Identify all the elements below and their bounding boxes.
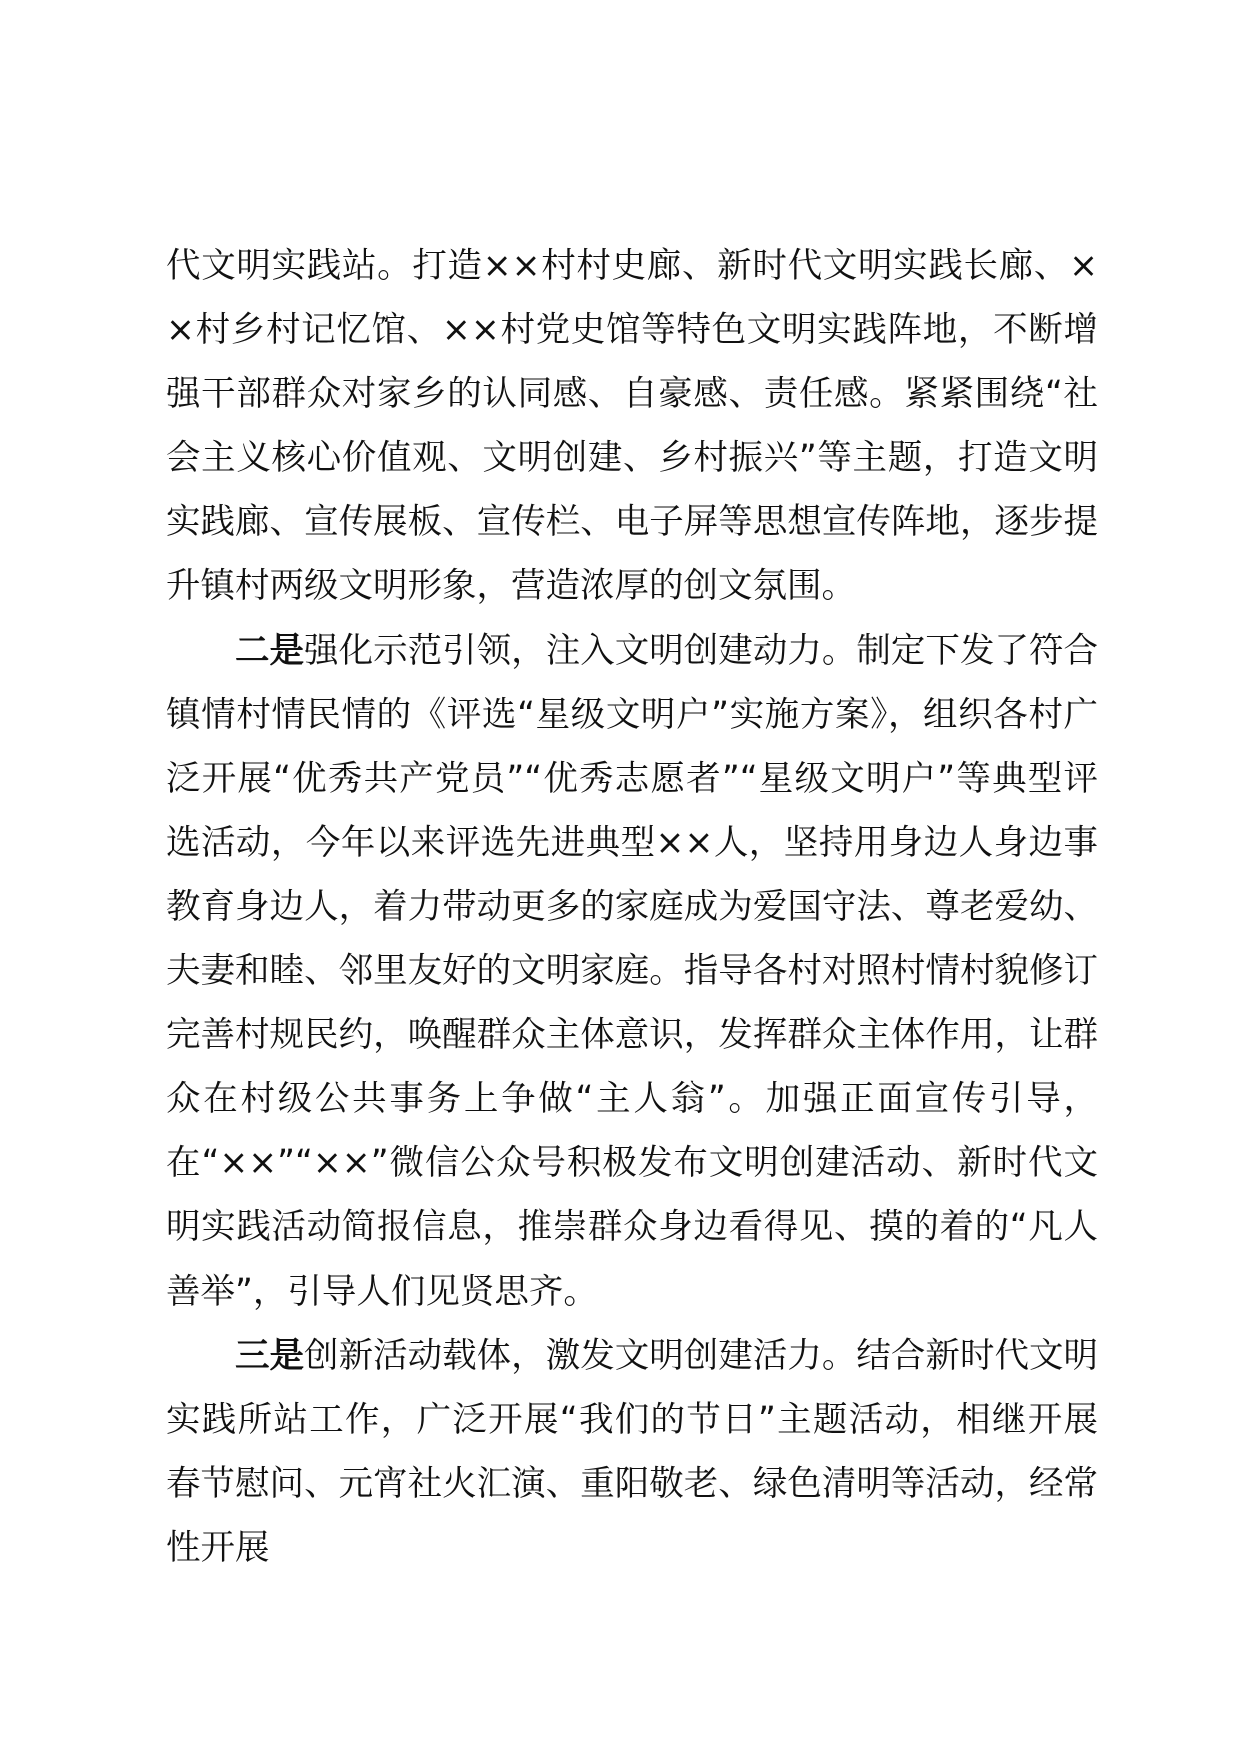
paragraph-text: 强化示范引领，注入文明创建动力。制定下发了符合镇情村情民情的《评选“星级文明户”实施方案》，组织各村广泛开展“优秀共产党员”“优秀志愿者”“星级文明户”等典型评选活动，今年以来评选先进典型××人，坚持用身边人身边事教育身边人，着力带动更多的家庭成为爱国守法、尊老爱幼、夫妻和睦、邻里友好的文明家庭。指导各村对照村情村貌修订完善村规民约，唤醒群众主体意识，发挥群众主体作用，让群众在村级公共事务上争做“主人翁”。加强正面宣传引导，在“××”“××”微信公众号积极发布文明创建活动、新时代文明实践活动简报信息，推崇群众身边看得见、摸的着的“凡人善举”，引导人们见贤思齐。	[166, 630, 1099, 1312]
paragraph-point-three	[166, 1324, 1098, 1580]
paragraph-text: 代文明实践站。打造××村村史廊、新时代文明实践长廊、××村乡村记忆馆、××村党史馆等特色文明实践阵地，不断增强干部群众对家乡的认同感、自豪感、责任感。紧紧围绕“社会主义核心价值观、文明创建、乡村振兴”等主题，打造文明实践廊、宣传展板、宣传栏、电子屏等思想宣传阵地，逐步提升镇村两级文明形象，营造浓厚的创文氛围。	[166, 246, 1098, 607]
paragraph-text: 创新活动载体，激发文明创建活力。结合新时代文明实践所站工作，广泛开展“我们的节日”主题活动，相继开展春节慰问、元宵社火汇演、重阳敬老、绿色清明等活动，经常性开展	[166, 1335, 1099, 1568]
paragraph-continuation	[166, 234, 1098, 619]
paragraph-lead: 二是	[235, 630, 305, 671]
paragraph-point-two	[166, 619, 1098, 1324]
document-page	[166, 234, 1098, 1580]
paragraph-lead: 三是	[235, 1335, 305, 1376]
